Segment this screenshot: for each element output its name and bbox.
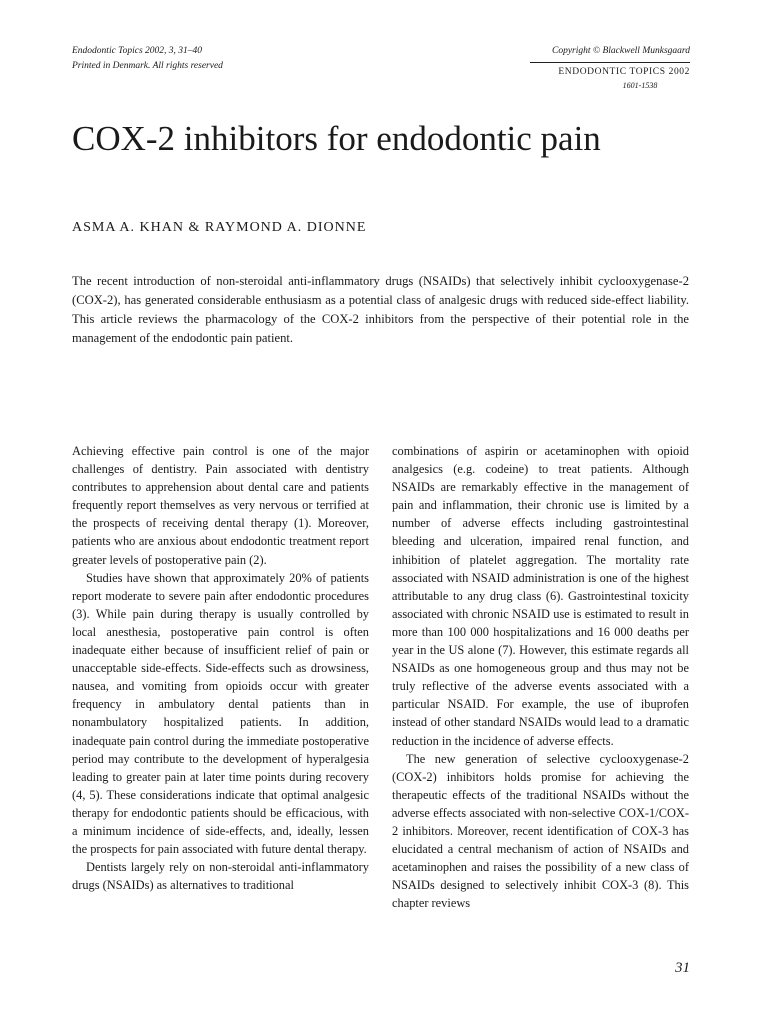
page-number: 31 [675,960,690,976]
running-header-right [530,44,690,92]
body-column-left [72,442,369,894]
abstract: The recent introduction of non-steroidal anti-inflammatory drugs (NSAIDs) that selectively inhibit cyclooxygenase-2 (COX-2), has generated considerable enthusiasm as a potential class of analgesic drugs with reduced side-effect liability. This article reviews the pharmacology of the COX-2 inhibitors from the perspective of their potential role in the management of the endodontic pain patient. [72,274,689,345]
body-paragraph: Dentists largely rely on non-steroidal anti-inflammatory drugs (NSAIDs) as alternatives to traditional [72,860,369,893]
body-column-right [392,442,689,912]
article-authors: ASMA A. KHAN & RAYMOND A. DIONNE [72,220,367,235]
body-paragraph: combinations of aspirin or acetaminophen with opioid analgesics (e.g. codeine) to treat patients. Although NSAIDs are remarkably effective in the management of pain and inflammation, their chronic use is limited by a number of adverse effects including gastrointestinal bleeding and ulceration, impaired renal function, and inhibition of platelet aggregation. The mortality rate associated with NSAID administration is one of the highest attributable to any drug class (6). Gastrointestinal toxicity associated with chronic NSAID use is estimated to result in more than 100 000 hospitalizations and 16 000 deaths per year in the US alone (7). However, this estimate regards all NSAIDs as one homogeneous group and thus may not be truly reflective of the adverse events associated with a particular NSAID. For example, the use of ibuprofen instead of other standard NSAIDs would lead to a dramatic reduction in the incidence of adverse effects. [392,444,689,748]
body-paragraph: The new generation of selective cyclooxygenase-2 (COX-2) inhibitors holds promise for achieving the therapeutic effects of the traditional NSAIDs without the adverse effects associated with non-selective COX-1/COX-2 inhibitors. Moreover, recent identification of COX-3 has elucidated a central mechanism of action of NSAIDs and acetaminophen and raises the possibility of a new class of NSAIDs designed to selectively inhibit COX-3 (8). This chapter reviews [392,751,689,911]
journal-name: ENDODONTIC TOPICS 2002 [530,62,690,80]
body-paragraph: Studies have shown that approximately 20% of patients report moderate to severe pain after endodontic procedures (3). While pain during therapy is usually controlled by local anesthesia, postoperative pain control is often inadequate either because of insufficient relief of pain or unacceptable side-effects. Side-effects such as drowsiness, nausea, and vomiting from opioids occur with greater frequency in ambulatory dental patients than in nonambulatory hospitalized patients. In addition, inadequate pain control during the immediate postoperative period may contribute to the development of hyperalgesia leading to greater pain at later time points during recovery (4, 5). These considerations indicate that optimal analgesic therapy for endodontic patients should be efficacious, with a minimum incidence of side-effects, and, ideally, lessen the prospects for pain associated with future dental therapy. [72,570,369,857]
journal-reference: Endodontic Topics 2002, 3, 31–40 [72,46,203,56]
issn: 1601-1538 [622,81,658,90]
article-title: COX-2 inhibitors for endodontic pain [72,119,601,158]
running-header-left [72,44,223,74]
printed-notice: Printed in Denmark. All rights reserved [72,61,223,71]
copyright-notice: Copyright © Blackwell Munksgaard [551,46,690,56]
body-paragraph: Achieving effective pain control is one of the major challenges of dentistry. Pain associated with dentistry contributes to apprehension about dental care and patients frequently report themselves as very nervous or terrified at the prospects of receiving dental therapy (1). Moreover, patients who are anxious about endodontic treatment report greater levels of postoperative pain (2). [72,444,369,567]
